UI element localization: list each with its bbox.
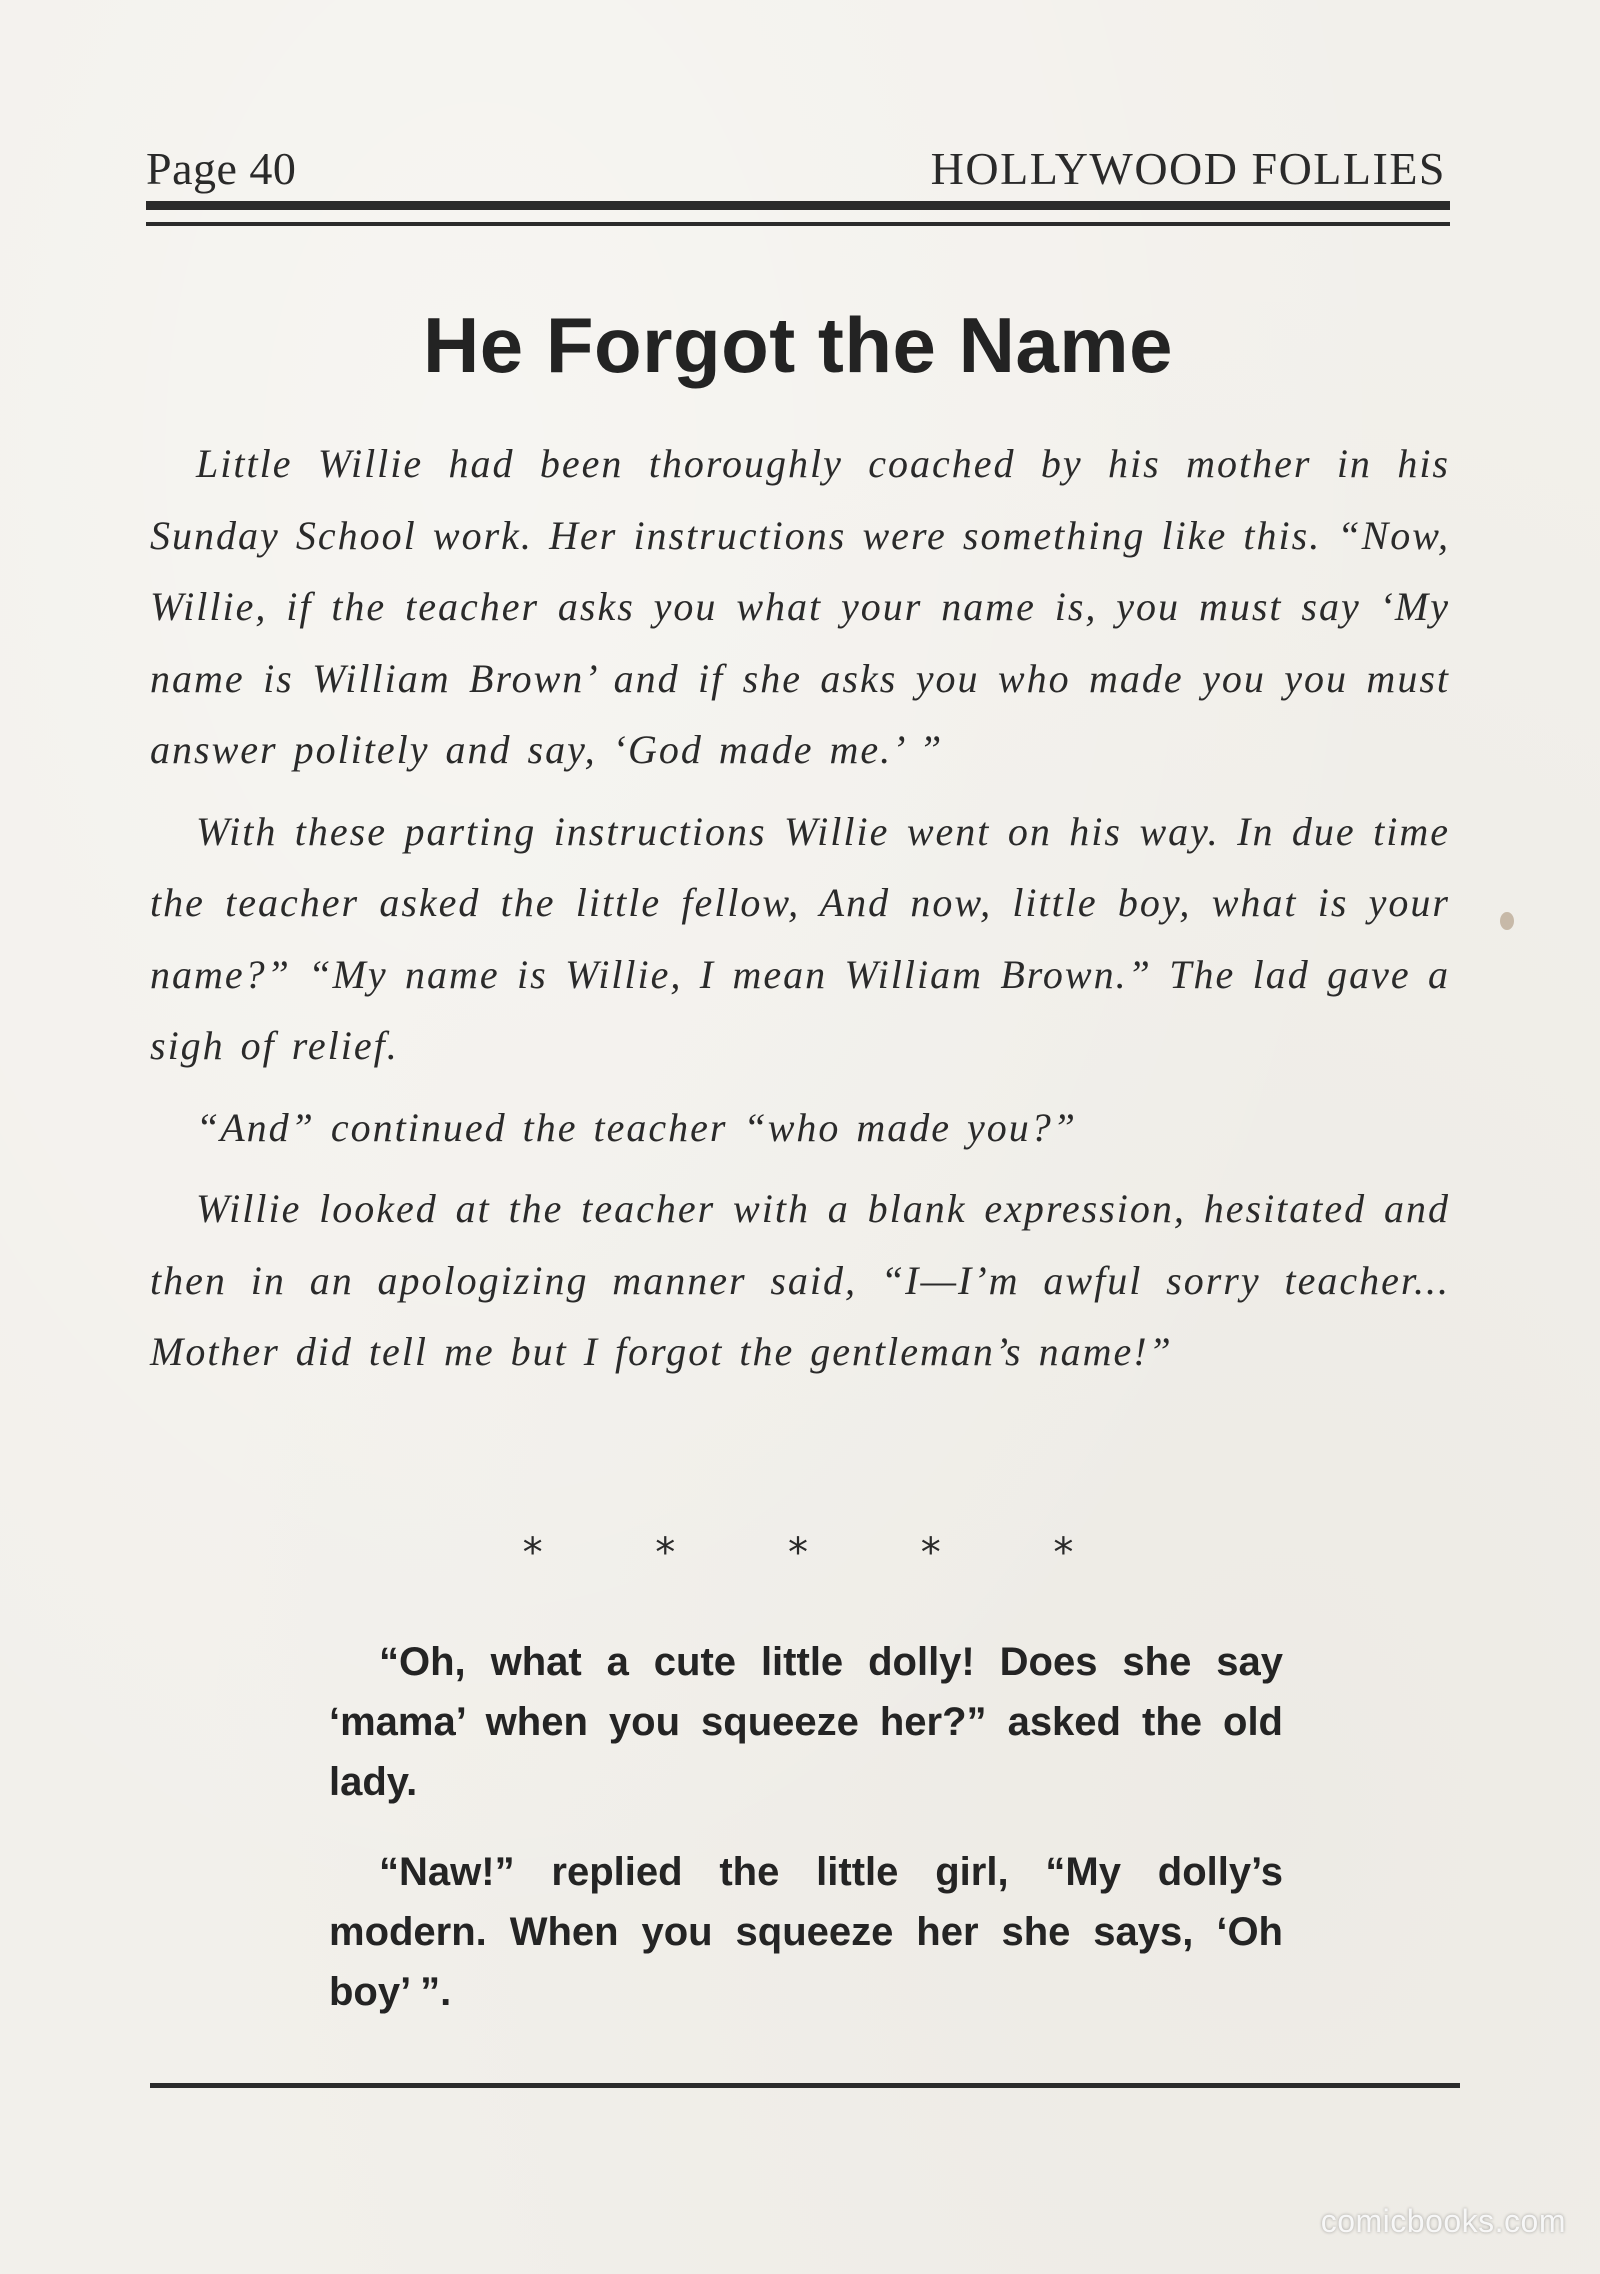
story-paragraph: With these parting instructions Willie went on his way. In due time the teacher asked the little fellow, And now, little boy, what is your name?” “My name is Willie, I mean William Brown.” The lad gave a sigh of relief. — [150, 808, 1450, 1068]
section-separator: * * * * * — [522, 1530, 1124, 1576]
footer-rule — [150, 2083, 1460, 2088]
joke-paragraph: “Naw!” replied the little girl, “My dolly’s modern. When you squeeze her she says, ‘Oh boy’ ”. — [329, 1850, 1283, 2014]
story-paragraph: “And” continued the teacher “who made you?” — [196, 1104, 1078, 1150]
story-body — [150, 428, 1450, 1398]
header-rule-thin — [146, 222, 1450, 226]
page-header — [146, 138, 1446, 198]
article-title: He Forgot the Name — [422, 301, 1174, 389]
paper-speck — [1500, 912, 1514, 930]
watermark: comicbooks.com — [1320, 2203, 1566, 2239]
story-paragraph: Willie looked at the teacher with a blank expression, hesitated and then in an apologizing manner said, “I—I’m awful sorry teacher... Mother did tell me but I forgot the gentleman’s name!” — [150, 1186, 1450, 1374]
running-title: HOLLYWOOD FOLLIES — [930, 143, 1446, 194]
joke-paragraph: “Oh, what a cute little dolly! Does she say ‘mama’ when you squeeze her?” asked the old lady. — [329, 1640, 1283, 1804]
joke-block — [329, 1632, 1283, 2052]
page-number: Page 40 — [146, 143, 297, 194]
header-rule-thick — [146, 201, 1450, 210]
story-paragraph: Little Willie had been thoroughly coached by his mother in his Sunday School work. Her instructions were something like this. “Now, Willie, if the teacher asks you what your name is, you must say ‘My name is William Brown’ and if she asks you who made you you must answer politely and say, ‘God made me.’ ” — [150, 441, 1450, 772]
